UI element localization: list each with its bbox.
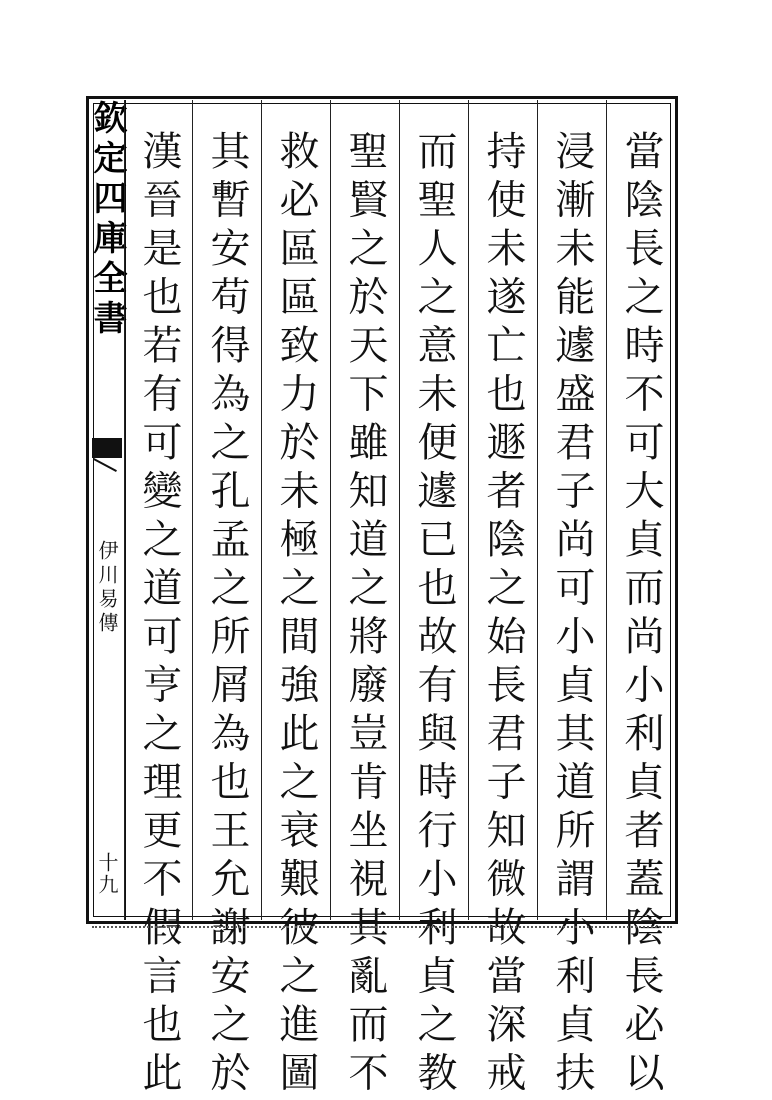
text-column-6-text: 救必區區致力於未極之間強此之衰艱彼之進圖 xyxy=(273,130,319,1100)
text-column-4 xyxy=(399,100,467,1100)
fish-tail-line xyxy=(93,458,117,472)
text-column-5 xyxy=(330,100,398,1100)
text-column-8 xyxy=(124,100,192,1100)
text-column-3 xyxy=(468,100,536,1100)
collection-title: 欽定四庫全書 xyxy=(87,100,127,340)
text-columns xyxy=(124,100,674,1100)
fish-tail-mark xyxy=(92,438,122,458)
bottom-dotted-rule xyxy=(92,926,672,932)
page-number: 十九 xyxy=(95,852,119,896)
page-margin-column xyxy=(87,100,127,920)
text-column-5-text: 聖賢之於天下雖知道之將廢豈肯坐視其亂而不 xyxy=(342,130,388,1100)
book-name: 伊川易傳 xyxy=(95,540,119,636)
text-column-7 xyxy=(192,100,260,1100)
text-column-1 xyxy=(606,100,674,1100)
text-column-2 xyxy=(537,100,605,1100)
text-column-4-text: 而聖人之意未便遽已也故有與時行小利貞之教 xyxy=(411,130,457,1100)
text-column-8-text: 漢晉是也若有可變之道可亨之理更不假言也此 xyxy=(136,130,182,1100)
text-column-2-text: 浸漸未能遽盛君子尚可小貞其道所謂小利貞扶 xyxy=(549,130,595,1100)
text-column-3-text: 持使未遂亡也遯者陰之始長君子知微故當深戒 xyxy=(480,130,526,1100)
text-column-7-text: 其暫安苟得為之孔孟之所屑為也王允謝安之於 xyxy=(204,130,250,1100)
text-column-6 xyxy=(261,100,329,1100)
text-column-1-text: 當陰長之時不可大貞而尚小利貞者蓋陰長必以 xyxy=(618,130,664,1100)
